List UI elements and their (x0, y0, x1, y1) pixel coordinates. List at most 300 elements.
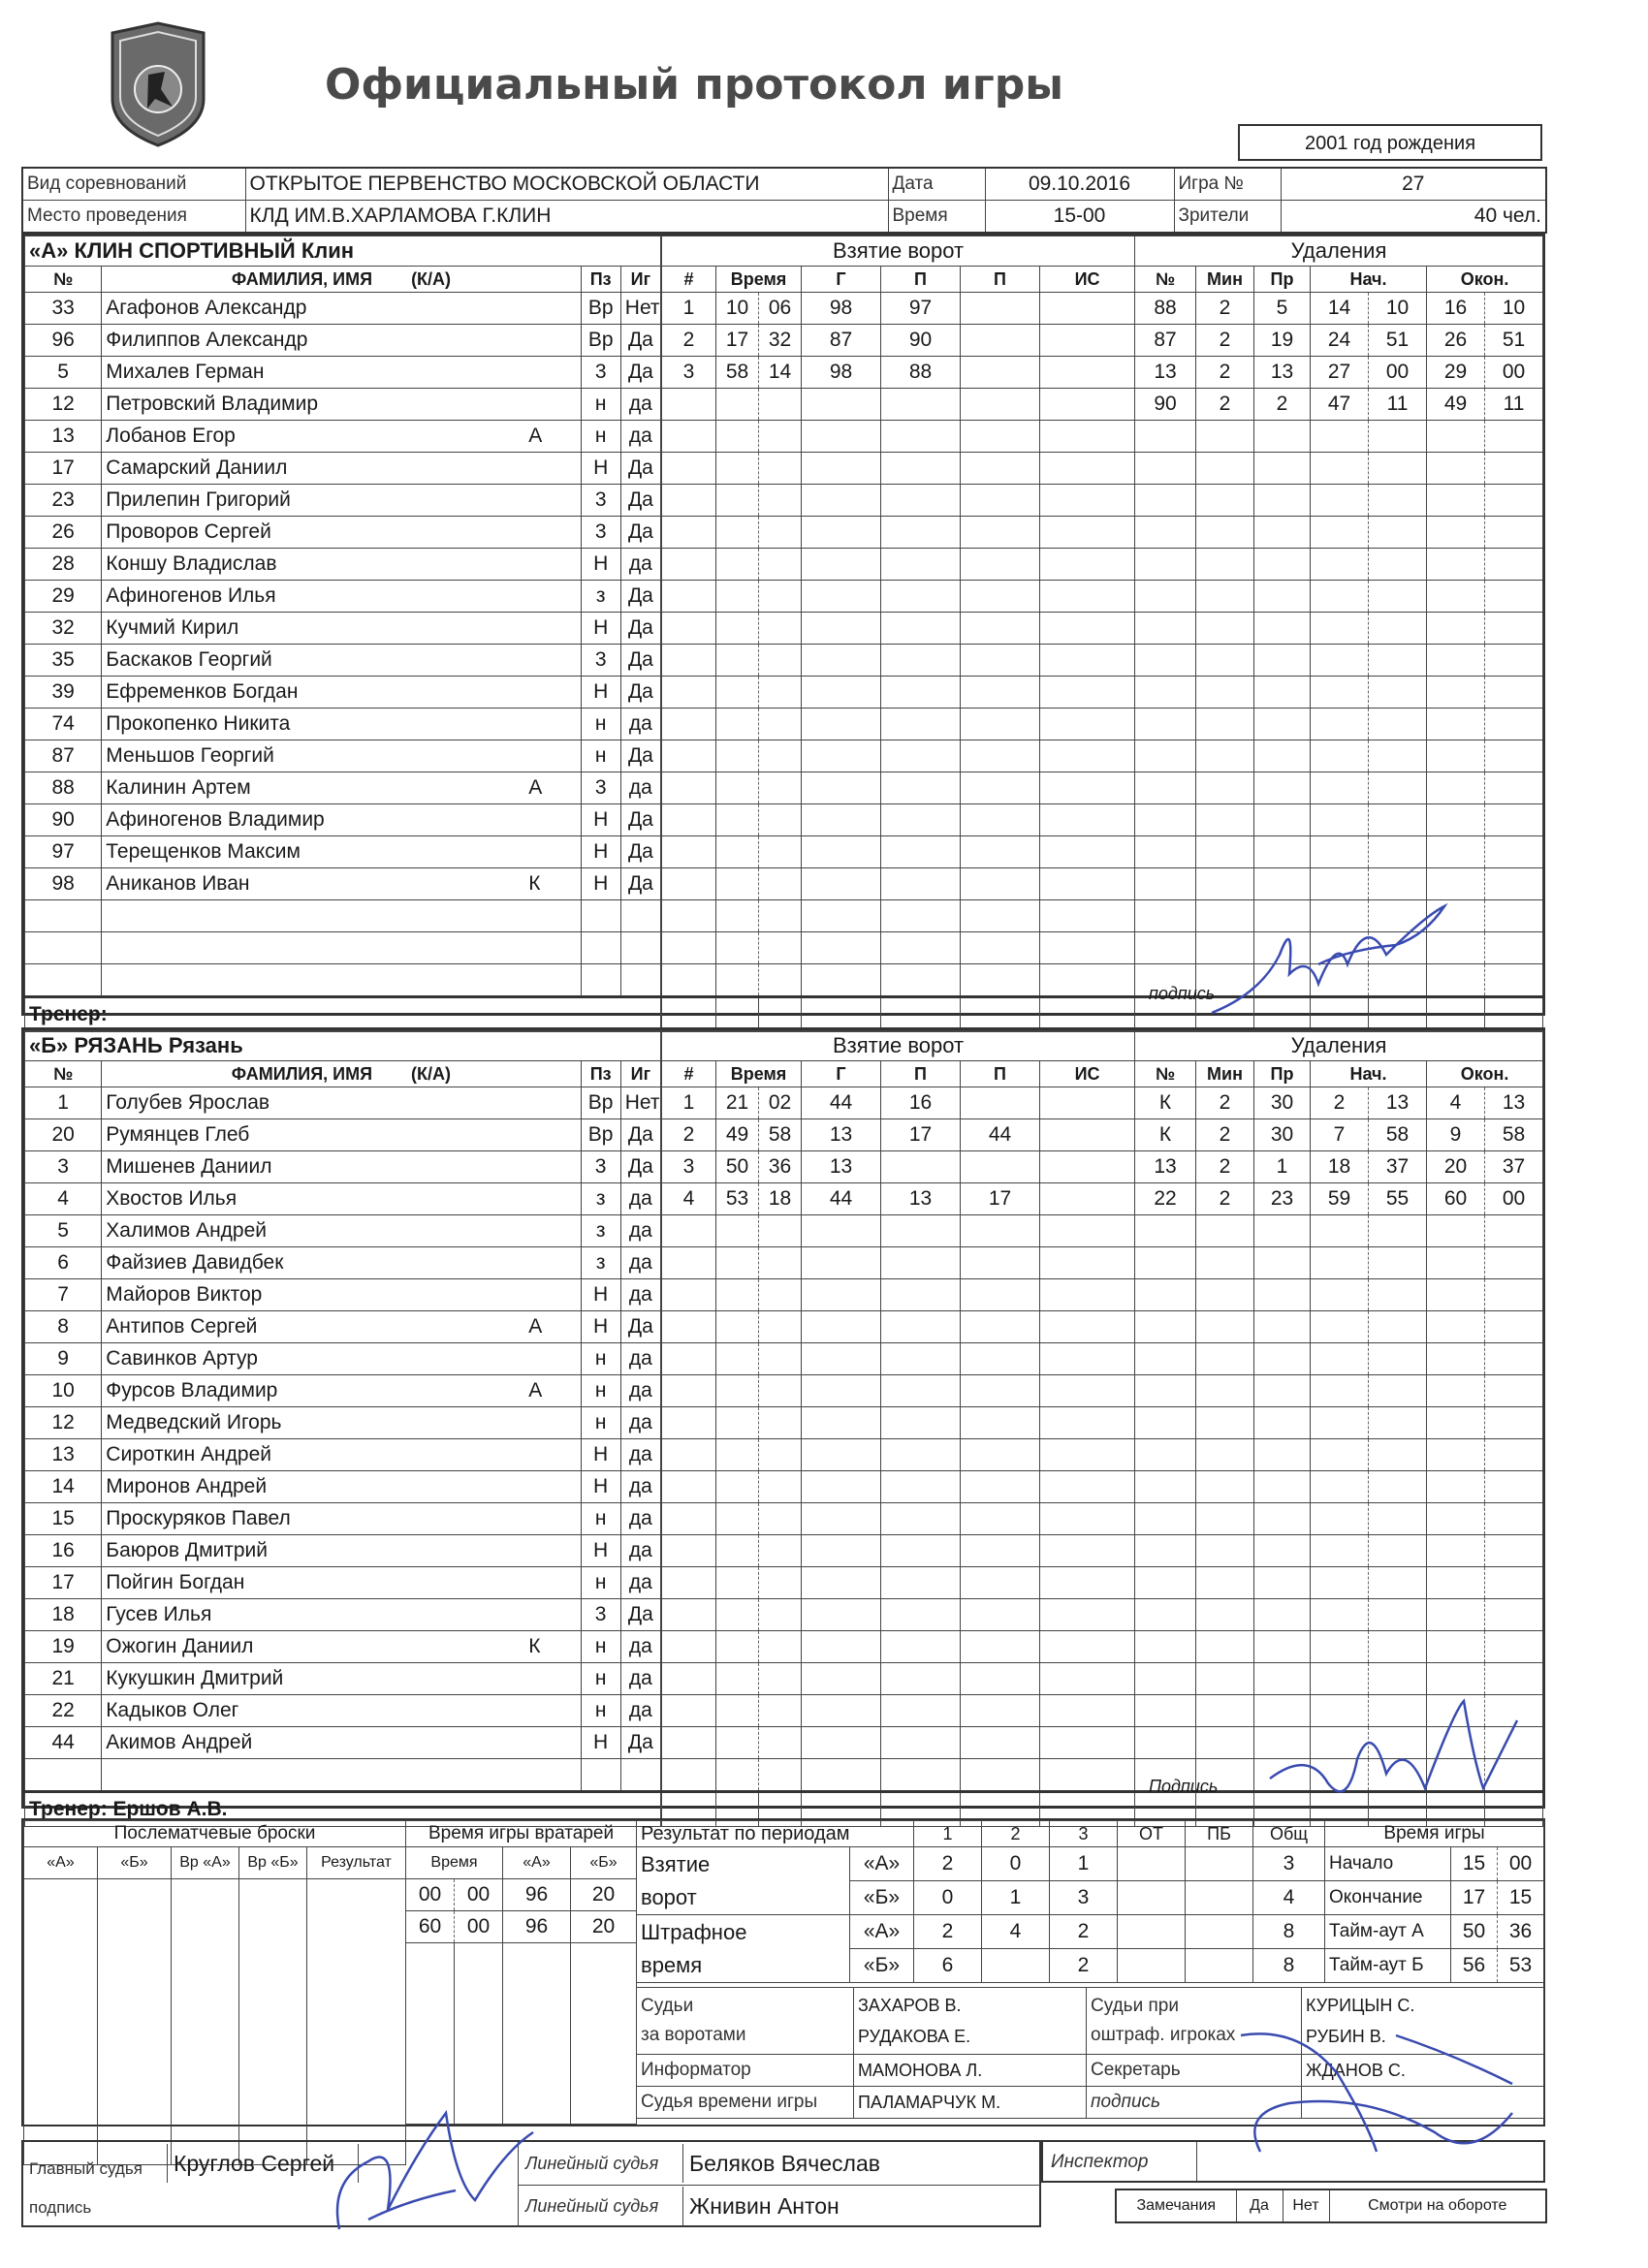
goal-assist-1 (881, 1503, 961, 1535)
player-pz: н (581, 740, 620, 772)
pen-start-min (1311, 517, 1369, 549)
goal-min (716, 1279, 759, 1311)
goal-sec (759, 645, 802, 677)
goal-min: 53 (716, 1183, 759, 1215)
gk-a: 96 (503, 1879, 571, 1911)
goal-number (662, 421, 716, 453)
goal-scorer (802, 868, 881, 900)
date-value: 09.10.2016 (985, 168, 1174, 201)
player-pz: н (581, 709, 620, 740)
goal-scorer (802, 1567, 881, 1599)
goal-number: 3 (662, 1151, 716, 1183)
player-pz: з (581, 1215, 620, 1247)
gk-min: 00 (406, 1879, 455, 1911)
goal-min (716, 389, 759, 421)
goal-row (662, 357, 1135, 389)
goal-situation (1040, 1215, 1135, 1247)
player-ig: Да (620, 613, 660, 645)
penbox-judges-label: Судьи при оштраф. игроках (1087, 1988, 1302, 2055)
pen-reason (1254, 804, 1311, 836)
goal-row (662, 1119, 1135, 1151)
spectators-label: Зрители (1174, 201, 1281, 234)
player-name: Пойгин Богдан (102, 1567, 581, 1599)
goal-situation (1040, 1471, 1135, 1503)
player-row (25, 1471, 661, 1503)
col-pen-no: № (1135, 267, 1196, 293)
goal-situation (1040, 900, 1135, 932)
pen-minutes (1196, 1503, 1254, 1535)
pen-reason (1254, 868, 1311, 900)
shootout-col-0: «А» (24, 1847, 98, 1879)
player-pz: н (581, 1695, 620, 1727)
goal-min (716, 836, 759, 868)
player-pz: Вр (581, 325, 620, 357)
pen-end-min (1427, 1311, 1485, 1343)
pen-start-min (1311, 1599, 1369, 1631)
pen-start-sec: 13 (1369, 1087, 1427, 1119)
pen-player (1135, 677, 1196, 709)
pen-minutes (1196, 868, 1254, 900)
pen-end-min (1427, 1567, 1485, 1599)
pen-minutes (1196, 581, 1254, 613)
goal-scorer (802, 389, 881, 421)
goal-sec (759, 1663, 802, 1695)
goal-row (662, 1599, 1135, 1631)
goal-assist-1 (881, 1727, 961, 1759)
linesman-2-label: Линейный судья (525, 2196, 659, 2216)
goals-b-6: 4 (1253, 1881, 1325, 1915)
pen-start-min: 59 (1311, 1183, 1369, 1215)
goal-situation (1040, 613, 1135, 645)
goal-assist-1 (881, 389, 961, 421)
goal-situation (1040, 1759, 1135, 1792)
penalty-row (1135, 325, 1543, 357)
game-time-min: 56 (1451, 1949, 1498, 1983)
pen-end-min: 26 (1427, 325, 1485, 357)
pim-a (637, 1915, 1325, 1949)
goal-row (662, 1759, 1135, 1792)
goal-scorer (802, 1631, 881, 1663)
pen-end-min (1427, 485, 1485, 517)
goal-scorer (802, 1439, 881, 1471)
pen-reason (1254, 485, 1311, 517)
goal-assist-2 (961, 1407, 1040, 1439)
pen-end-min: 20 (1427, 1151, 1485, 1183)
linesman-1-label: Линейный судья (525, 2154, 659, 2173)
col-end: Окон. (1427, 1061, 1543, 1087)
goal-assist-2 (961, 1215, 1040, 1247)
pen-start-sec (1369, 677, 1427, 709)
goal-row (662, 740, 1135, 772)
player-number: 20 (25, 1119, 102, 1151)
goal-assist-2 (961, 613, 1040, 645)
goal-sec (759, 1215, 802, 1247)
player-row (25, 932, 661, 964)
goal-assist-2 (961, 964, 1040, 997)
pen-start-min (1311, 772, 1369, 804)
pen-player (1135, 1599, 1196, 1631)
player-number: 98 (25, 868, 102, 900)
goal-assist-1 (881, 1407, 961, 1439)
pen-player (1135, 1279, 1196, 1311)
player-pz: 3 (581, 357, 620, 389)
goal-number (662, 1247, 716, 1279)
goal-sec (759, 1695, 802, 1727)
pen-end-min: 60 (1427, 1183, 1485, 1215)
pen-minutes (1196, 1343, 1254, 1375)
goal-sec (759, 740, 802, 772)
player-pz: 3 (581, 1151, 620, 1183)
pen-start-min (1311, 549, 1369, 581)
goal-assist-1 (881, 1759, 961, 1792)
pen-start-sec (1369, 868, 1427, 900)
goal-sec (759, 1247, 802, 1279)
player-name: Савинков Артур (102, 1343, 581, 1375)
pen-start-sec (1369, 1279, 1427, 1311)
pen-start-min (1311, 1375, 1369, 1407)
pen-start-min (1311, 1279, 1369, 1311)
player-row (25, 645, 661, 677)
player-ig: да (620, 1439, 660, 1471)
goal-assist-2 (961, 900, 1040, 932)
pen-reason (1254, 1343, 1311, 1375)
player-name: Мишенев Даниил (102, 1151, 581, 1183)
goal-assist-1 (881, 1599, 961, 1631)
pen-minutes: 2 (1196, 357, 1254, 389)
pen-player (1135, 1311, 1196, 1343)
signature-team-a (1202, 897, 1474, 1023)
gk-sec: 00 (455, 1911, 503, 1943)
player-row (25, 1407, 661, 1439)
pen-start-sec (1369, 709, 1427, 740)
pen-minutes (1196, 1695, 1254, 1727)
penbox-judges: КУРИЦЫН С. РУБИН В. (1302, 1988, 1544, 2055)
pen-start-min (1311, 1503, 1369, 1535)
player-name: Меньшов Георгий (102, 740, 581, 772)
goal-number (662, 1759, 716, 1792)
col-min: Мин (1196, 267, 1254, 293)
goal-number (662, 677, 716, 709)
pen-start-min (1311, 1567, 1369, 1599)
goal-sec (759, 1279, 802, 1311)
pen-start-sec (1369, 485, 1427, 517)
pen-reason (1254, 836, 1311, 868)
team-a-name: «А» КЛИН СПОРТИВНЫЙ Клин (25, 236, 661, 267)
goal-assist-2 (961, 1567, 1040, 1599)
pen-reason: 5 (1254, 293, 1311, 325)
goal-scorer (802, 932, 881, 964)
goals-a-2: 0 (982, 1847, 1050, 1881)
goal-scorer (802, 613, 881, 645)
pen-end-min: 16 (1427, 293, 1485, 325)
team-b-pen-title: Удаления (1135, 1031, 1543, 1061)
linesman-2: Жнивин Антон (682, 2187, 840, 2225)
col-ig: Иг (620, 1061, 660, 1087)
pen-player (1135, 932, 1196, 964)
goal-min (716, 421, 759, 453)
pen-end-min: 9 (1427, 1119, 1485, 1151)
pen-player (1135, 1247, 1196, 1279)
player-row (25, 1759, 661, 1792)
penalty-row (1135, 549, 1543, 581)
pen-reason (1254, 517, 1311, 549)
penalty-row (1135, 453, 1543, 485)
shootout-col-1: «Б» (98, 1847, 172, 1879)
shootout-col-4: Результат (307, 1847, 406, 1879)
pen-end-sec (1485, 1343, 1543, 1375)
signature-team-b (1251, 1691, 1541, 1817)
goal-number: 1 (662, 1087, 716, 1119)
game-time-sec: 53 (1498, 1949, 1544, 1983)
goal-scorer (802, 1343, 881, 1375)
gk-col-time: Время (406, 1847, 503, 1879)
period-total: Общ (1253, 1821, 1325, 1847)
col-pr: Пр (1254, 267, 1311, 293)
pen-player: 13 (1135, 357, 1196, 389)
goal-sec (759, 1631, 802, 1663)
player-row (25, 485, 661, 517)
col-p2: П (961, 267, 1040, 293)
pen-end-sec (1485, 836, 1543, 868)
goal-situation (1040, 1279, 1135, 1311)
pen-start-min (1311, 645, 1369, 677)
col-min: Мин (1196, 1061, 1254, 1087)
goal-number (662, 1727, 716, 1759)
goal-assist-2 (961, 325, 1040, 357)
goal-number (662, 1599, 716, 1631)
goal-assist-2 (961, 1695, 1040, 1727)
col-end: Окон. (1427, 267, 1543, 293)
pen-end-min (1427, 1375, 1485, 1407)
goal-assist-1 (881, 709, 961, 740)
goal-assist-1 (881, 964, 961, 997)
player-number: 3 (25, 1151, 102, 1183)
pen-end-sec: 11 (1485, 389, 1543, 421)
goal-min: 17 (716, 325, 759, 357)
player-pz: Н (581, 1535, 620, 1567)
player-row (25, 804, 661, 836)
penalty-row (1135, 1279, 1543, 1311)
player-name: Афиногенов Владимир (102, 804, 581, 836)
remarks-no: Нет (1283, 2189, 1329, 2222)
penalty-row (1135, 836, 1543, 868)
period-2: 2 (982, 1821, 1050, 1847)
shootout-col-2: Вр «А» (172, 1847, 239, 1879)
goal-row (662, 1375, 1135, 1407)
goal-min (716, 1599, 759, 1631)
pen-reason (1254, 1631, 1311, 1663)
player-ig: да (620, 1375, 660, 1407)
penalty-row (1135, 645, 1543, 677)
pen-reason (1254, 1599, 1311, 1631)
pen-minutes (1196, 645, 1254, 677)
goal-min (716, 485, 759, 517)
player-number: 4 (25, 1183, 102, 1215)
pen-reason (1254, 1279, 1311, 1311)
player-number: 74 (25, 709, 102, 740)
player-number: 5 (25, 1215, 102, 1247)
goal-assist-1 (881, 1151, 961, 1183)
game-time-label: Окончание (1325, 1881, 1451, 1915)
goal-assist-2 (961, 1439, 1040, 1471)
goal-min: 21 (716, 1087, 759, 1119)
goal-min (716, 1727, 759, 1759)
goal-sec: 02 (759, 1087, 802, 1119)
player-ig: да (620, 1695, 660, 1727)
pen-end-min (1427, 740, 1485, 772)
goal-min (716, 1343, 759, 1375)
player-pz: Н (581, 1311, 620, 1343)
pen-end-sec (1485, 1663, 1543, 1695)
informator: МАМОНОВА Л. (854, 2055, 1087, 2087)
goal-assist-1 (881, 1631, 961, 1663)
player-row (25, 709, 661, 740)
pen-player (1135, 1503, 1196, 1535)
goal-assist-2 (961, 1247, 1040, 1279)
goal-min (716, 804, 759, 836)
pen-reason (1254, 549, 1311, 581)
player-ig: Да (620, 804, 660, 836)
player-pz: Н (581, 453, 620, 485)
goal-scorer (802, 485, 881, 517)
goal-row (662, 325, 1135, 357)
time-value: 15-00 (985, 201, 1174, 234)
goal-assist-2 (961, 1471, 1040, 1503)
penalty-row (1135, 613, 1543, 645)
game-time-row (1325, 1915, 1544, 1949)
player-pz: Н (581, 549, 620, 581)
player-pz: н (581, 1567, 620, 1599)
player-pz: Н (581, 836, 620, 868)
pen-reason: 30 (1254, 1119, 1311, 1151)
player-name: Коншу Владислав (102, 549, 581, 581)
pen-player: К (1135, 1087, 1196, 1119)
player-row (25, 740, 661, 772)
game-time-table (1324, 1820, 1544, 1983)
goal-assist-1: 16 (881, 1087, 961, 1119)
pen-player (1135, 1439, 1196, 1471)
game-time-sec: 00 (1498, 1847, 1544, 1881)
player-name: Файзиев Давидбек (102, 1247, 581, 1279)
pen-start-sec (1369, 549, 1427, 581)
pen-player (1135, 709, 1196, 740)
pen-minutes: 2 (1196, 1087, 1254, 1119)
pen-start-min (1311, 868, 1369, 900)
date-label: Дата (888, 168, 985, 201)
goal-number (662, 1663, 716, 1695)
pen-end-sec (1485, 613, 1543, 645)
goal-assist-1 (881, 868, 961, 900)
player-number: 44 (25, 1727, 102, 1759)
penalty-row (1135, 357, 1543, 389)
player-ig: Да (620, 1311, 660, 1343)
pen-player (1135, 549, 1196, 581)
period-pb: ПБ (1186, 1821, 1253, 1847)
goal-sec (759, 836, 802, 868)
remarks-yes: Да (1236, 2189, 1283, 2222)
player-pz: н (581, 1407, 620, 1439)
pen-end-min: 4 (1427, 1087, 1485, 1119)
goal-situation (1040, 1151, 1135, 1183)
pen-start-sec: 58 (1369, 1119, 1427, 1151)
goal-scorer: 13 (802, 1151, 881, 1183)
goal-number: 3 (662, 357, 716, 389)
referee-label: Главный судья (29, 2159, 143, 2178)
penalty-row (1135, 1087, 1543, 1119)
goal-scorer (802, 1599, 881, 1631)
goal-number (662, 868, 716, 900)
goal-situation (1040, 804, 1135, 836)
col-pz: Пз (581, 1061, 620, 1087)
pen-player (1135, 421, 1196, 453)
pen-start-min (1311, 1215, 1369, 1247)
penalty-row (1135, 517, 1543, 549)
goal-row (662, 1439, 1135, 1471)
player-row (25, 613, 661, 645)
goal-assist-1: 97 (881, 293, 961, 325)
period-3: 3 (1050, 1821, 1118, 1847)
player-row (25, 1215, 661, 1247)
player-row (25, 1695, 661, 1727)
pen-start-min: 27 (1311, 357, 1369, 389)
pen-end-sec (1485, 1407, 1543, 1439)
pen-end-min (1427, 421, 1485, 453)
player-row (25, 1247, 661, 1279)
col-is: ИС (1040, 1061, 1135, 1087)
player-number: 26 (25, 517, 102, 549)
player-name: Лобанов Егор А (102, 421, 581, 453)
pen-end-sec (1485, 740, 1543, 772)
pen-player (1135, 645, 1196, 677)
goal-number (662, 581, 716, 613)
goal-sec (759, 1727, 802, 1759)
col-pr: Пр (1254, 1061, 1311, 1087)
pen-reason (1254, 1215, 1311, 1247)
venue-value: КЛД ИМ.В.ХАРЛАМОВА Г.КЛИН (245, 201, 888, 234)
penalty-row (1135, 1471, 1543, 1503)
goal-min (716, 581, 759, 613)
pen-reason (1254, 453, 1311, 485)
spectators-value: 40 чел. (1281, 201, 1546, 234)
goal-assist-2 (961, 804, 1040, 836)
pen-end-sec (1485, 804, 1543, 836)
player-ig: да (620, 1631, 660, 1663)
game-time-label: Тайм-аут Б (1325, 1949, 1451, 1983)
pen-reason: 30 (1254, 1087, 1311, 1119)
pen-player (1135, 900, 1196, 932)
goal-min (716, 740, 759, 772)
player-name: Голубев Ярослав (102, 1087, 581, 1119)
col-hash: # (662, 267, 716, 293)
pen-start-min (1311, 1407, 1369, 1439)
goal-min (716, 1215, 759, 1247)
player-ig: да (620, 772, 660, 804)
header-table (21, 167, 1547, 234)
pen-start-sec (1369, 1311, 1427, 1343)
goal-sec: 32 (759, 325, 802, 357)
gk-a: 96 (503, 1911, 571, 1943)
goal-sec: 14 (759, 357, 802, 389)
competition-value: ОТКРЫТОЕ ПЕРВЕНСТВО МОСКОВСКОЙ ОБЛАСТИ (245, 168, 888, 201)
player-row (25, 1727, 661, 1759)
goal-situation (1040, 645, 1135, 677)
penalty-row (1135, 1663, 1543, 1695)
goal-sec (759, 804, 802, 836)
goal-assist-1 (881, 1567, 961, 1599)
player-pz: Н (581, 677, 620, 709)
player-pz: 3 (581, 485, 620, 517)
goal-assist-1 (881, 485, 961, 517)
